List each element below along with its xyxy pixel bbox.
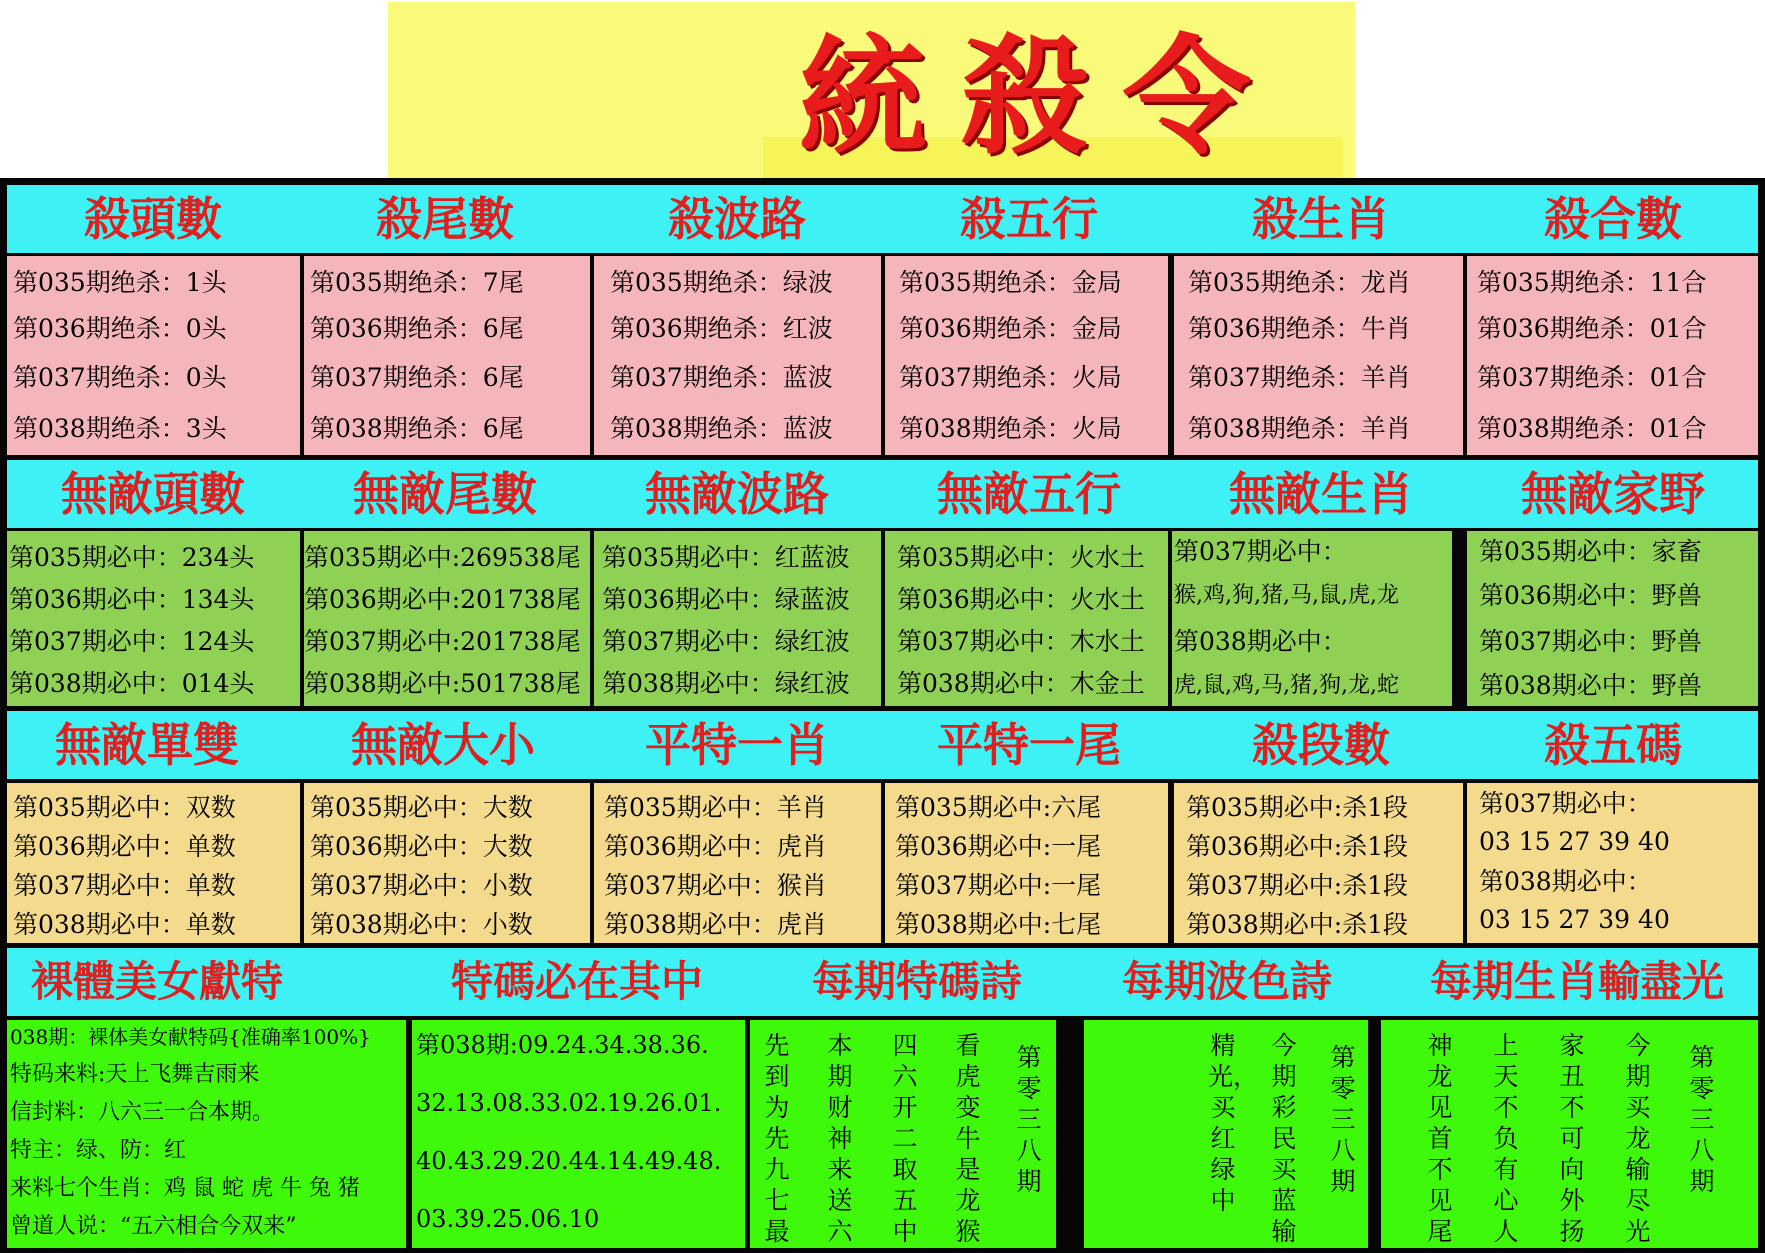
sure-element-panel bbox=[885, 531, 1168, 706]
list-item: 第037期绝杀：01合 bbox=[1477, 363, 1707, 392]
list-item: 第038期必中：单数 bbox=[13, 910, 236, 939]
list-item: 虎,鼠,鸡,马,猪,狗,龙,蛇 bbox=[1174, 673, 1399, 698]
list-item: 32.13.08.33.02.19.26.01. bbox=[416, 1089, 722, 1117]
list-item: 第036期必中：绿蓝波 bbox=[602, 585, 850, 614]
list-item: 第036期必中：134头 bbox=[9, 585, 255, 614]
beauty-panel bbox=[7, 1020, 406, 1248]
poem-column: 今期买龙输尽光 bbox=[1625, 1031, 1651, 1246]
list-item: 第038期绝杀：羊肖 bbox=[1188, 414, 1411, 443]
header-code-among: 特碼必在其中 bbox=[450, 957, 703, 1006]
list-item: 03 15 27 39 40 bbox=[1479, 827, 1670, 856]
list-item: 第035期必中：大数 bbox=[310, 793, 533, 822]
list-item: 第035期必中：羊肖 bbox=[604, 793, 827, 822]
header-sure-odd-even: 無敵單雙 bbox=[55, 718, 239, 772]
list-item: 第035期必中:杀1段 bbox=[1186, 793, 1409, 822]
poem-column: 看虎变牛是龙猴 bbox=[955, 1031, 981, 1246]
list-item: 第035期绝杀：龙肖 bbox=[1188, 268, 1411, 297]
kill-segment-panel bbox=[1174, 783, 1463, 943]
list-item: 第035期绝杀：11合 bbox=[1477, 268, 1707, 297]
list-item: 第038期绝杀：火局 bbox=[899, 414, 1122, 443]
poem-column: 精光，买红绿中 bbox=[1208, 1031, 1259, 1215]
title-banner bbox=[388, 2, 1355, 178]
list-item: 第036期必中：大数 bbox=[310, 832, 533, 861]
list-item: 第037期必中： bbox=[1479, 789, 1652, 818]
kill-tail-panel bbox=[304, 256, 590, 455]
list-item: 03 15 27 39 40 bbox=[1479, 905, 1670, 934]
row3-header bbox=[7, 711, 1758, 779]
header-flat-tail: 平特一尾 bbox=[937, 718, 1121, 772]
wave-poem-panel bbox=[1084, 1020, 1368, 1248]
poem-column: 上天不负有心人 bbox=[1493, 1031, 1519, 1246]
list-item: 第038期必中： bbox=[1479, 867, 1652, 896]
header-code-poem: 每期特碼詩 bbox=[811, 957, 1022, 1006]
list-item: 第038期必中：014头 bbox=[9, 669, 255, 698]
header-kill-zodiac: 殺生肖 bbox=[1252, 192, 1390, 246]
list-item: 第037期绝杀：6尾 bbox=[310, 363, 524, 392]
header-kill-head: 殺頭數 bbox=[84, 192, 222, 246]
header-sure-element: 無敵五行 bbox=[937, 467, 1121, 521]
sure-wave-panel bbox=[594, 531, 881, 706]
list-item: 第037期必中：单数 bbox=[13, 871, 236, 900]
list-item: 第035期绝杀：绿波 bbox=[610, 268, 833, 297]
row1-header bbox=[7, 185, 1758, 253]
list-item: 第036期必中:一尾 bbox=[895, 832, 1102, 861]
header-sure-big-small: 無敵大小 bbox=[351, 718, 535, 772]
list-item: 第038期绝杀：01合 bbox=[1477, 414, 1707, 443]
code-poem-panel bbox=[750, 1020, 1056, 1248]
kill-head-panel bbox=[7, 256, 300, 455]
list-item: 第036期必中:201738尾 bbox=[304, 585, 581, 614]
sure-odd-even-panel bbox=[7, 783, 300, 943]
list-item: 第038期绝杀：蓝波 bbox=[610, 414, 833, 443]
sure-tail-panel bbox=[304, 531, 590, 706]
list-item: 第038期必中：虎肖 bbox=[604, 910, 827, 939]
list-item: 第037期绝杀：0头 bbox=[13, 363, 227, 392]
list-item: 第037期必中：木水土 bbox=[897, 627, 1145, 656]
list-item: 第037期必中:201738尾 bbox=[304, 627, 581, 656]
list-item: 第037期绝杀：蓝波 bbox=[610, 363, 833, 392]
list-item: 第038期必中：野兽 bbox=[1479, 671, 1702, 700]
kill-five-panel bbox=[1467, 783, 1758, 943]
list-item: 第036期必中：火水土 bbox=[897, 585, 1145, 614]
list-item: 第036期必中：单数 bbox=[13, 832, 236, 861]
header-kill-segment: 殺段數 bbox=[1252, 718, 1390, 772]
header-kill-wave: 殺波路 bbox=[668, 192, 806, 246]
header-kill-element: 殺五行 bbox=[960, 192, 1098, 246]
list-item: 第036期必中：野兽 bbox=[1479, 581, 1702, 610]
header-sure-head: 無敵頭數 bbox=[61, 467, 245, 521]
list-item: 第037期绝杀：火局 bbox=[899, 363, 1122, 392]
list-item: 特码来料:天上飞舞吉雨来 bbox=[10, 1062, 260, 1087]
code-list-panel bbox=[412, 1020, 745, 1248]
list-item: 第038期绝杀：6尾 bbox=[310, 414, 524, 443]
list-item: 来料七个生肖：鸡 鼠 蛇 虎 牛 兔 猪 bbox=[10, 1176, 360, 1201]
list-item: 第037期必中:一尾 bbox=[895, 871, 1102, 900]
poem-column: 第零三八期 bbox=[1689, 1043, 1715, 1196]
list-item: 第037期必中:杀1段 bbox=[1186, 871, 1409, 900]
list-item: 信封料：八六三一合本期。 bbox=[10, 1100, 275, 1125]
header-flat-zodiac: 平特一肖 bbox=[645, 718, 829, 772]
poem-column: 第零三八期 bbox=[1330, 1043, 1356, 1196]
list-item: 第038期必中:七尾 bbox=[895, 910, 1102, 939]
poem-column: 先到为先九七最 bbox=[764, 1031, 790, 1246]
list-item: 第038期必中：木金土 bbox=[897, 669, 1145, 698]
list-item: 第037期绝杀：羊肖 bbox=[1188, 363, 1411, 392]
list-item: 第038期绝杀：3头 bbox=[13, 414, 227, 443]
list-item: 猴,鸡,狗,猪,马,鼠,虎,龙 bbox=[1174, 583, 1399, 608]
page-title: 統殺令 bbox=[798, 22, 1285, 172]
poem-column: 神龙见首不见尾 bbox=[1427, 1031, 1453, 1246]
row4-header bbox=[7, 948, 1758, 1016]
sure-zodiac-panel bbox=[1172, 531, 1452, 706]
list-item: 第035期必中：234头 bbox=[9, 543, 255, 572]
list-item: 038期：裸体美女献特码{准确率100%} bbox=[10, 1025, 371, 1049]
list-item: 第038期必中：绿红波 bbox=[602, 669, 850, 698]
list-item: 第035期必中:269538尾 bbox=[304, 543, 581, 572]
list-item: 第036期绝杀：01合 bbox=[1477, 314, 1707, 343]
list-item: 第037期必中：野兽 bbox=[1479, 627, 1702, 656]
header-kill-sum: 殺合數 bbox=[1544, 192, 1682, 246]
list-item: 第035期绝杀：金局 bbox=[899, 268, 1122, 297]
list-item: 第035期必中：家畜 bbox=[1479, 537, 1702, 566]
list-item: 03.39.25.06.10 bbox=[416, 1205, 600, 1233]
content-frame bbox=[0, 178, 1765, 1253]
header-sure-tail: 無敵尾數 bbox=[353, 467, 537, 521]
list-item: 第037期必中：小数 bbox=[310, 871, 533, 900]
poem-column: 四六开二取五中 bbox=[892, 1031, 918, 1246]
list-item: 第037期必中：猴肖 bbox=[604, 871, 827, 900]
flat-zodiac-panel bbox=[594, 783, 881, 943]
list-item: 第038期必中:501738尾 bbox=[304, 669, 581, 698]
sure-big-small-panel bbox=[304, 783, 590, 943]
list-item: 第035期必中：火水土 bbox=[897, 543, 1145, 572]
list-item: 第038期:09.24.34.38.36. bbox=[416, 1031, 709, 1059]
header-sure-zodiac: 無敵生肖 bbox=[1229, 467, 1413, 521]
header-sure-domestic-wild: 無敵家野 bbox=[1521, 467, 1705, 521]
header-zodiac-poem: 每期生肖輸盡光 bbox=[1429, 957, 1724, 1006]
zodiac-poem-panel bbox=[1381, 1020, 1758, 1248]
list-item: 第036期绝杀：牛肖 bbox=[1188, 314, 1411, 343]
list-item: 曾道人说：“五六相合今双来” bbox=[10, 1214, 297, 1239]
list-item: 第035期必中：红蓝波 bbox=[602, 543, 850, 572]
list-item: 第035期绝杀：7尾 bbox=[310, 268, 524, 297]
list-item: 第036期必中：虎肖 bbox=[604, 832, 827, 861]
list-item: 特主：绿、防：红 bbox=[10, 1138, 187, 1163]
list-item: 第035期绝杀：1头 bbox=[13, 268, 227, 297]
list-item: 第038期必中:杀1段 bbox=[1186, 910, 1409, 939]
kill-zodiac-panel bbox=[1174, 256, 1463, 455]
kill-element-panel bbox=[885, 256, 1168, 455]
list-item: 第036期绝杀：6尾 bbox=[310, 314, 524, 343]
kill-wave-panel bbox=[594, 256, 881, 455]
poem-column: 本期财神来送六 bbox=[827, 1031, 853, 1246]
list-item: 40.43.29.20.44.14.49.48. bbox=[416, 1147, 722, 1175]
kill-sum-panel bbox=[1467, 256, 1758, 455]
list-item: 第036期必中:杀1段 bbox=[1186, 832, 1409, 861]
list-item: 第035期必中:六尾 bbox=[895, 793, 1102, 822]
row2-header bbox=[7, 460, 1758, 528]
list-item: 第038期必中： bbox=[1174, 627, 1347, 656]
header-wave-poem: 每期波色詩 bbox=[1121, 957, 1332, 1006]
sure-head-panel bbox=[7, 531, 300, 706]
poem-column: 第零三八期 bbox=[1016, 1043, 1042, 1196]
list-item: 第037期必中：124头 bbox=[9, 627, 255, 656]
list-item: 第036期绝杀：红波 bbox=[610, 314, 833, 343]
list-item: 第036期绝杀：金局 bbox=[899, 314, 1122, 343]
list-item: 第035期必中：双数 bbox=[13, 793, 236, 822]
header-kill-tail: 殺尾數 bbox=[376, 192, 514, 246]
header-beauty: 裸體美女獻特 bbox=[30, 957, 283, 1006]
flat-tail-panel bbox=[885, 783, 1168, 943]
list-item: 第037期必中：绿红波 bbox=[602, 627, 850, 656]
header-sure-wave: 無敵波路 bbox=[645, 467, 829, 521]
header-kill-five: 殺五碼 bbox=[1544, 718, 1682, 772]
poem-column: 今期彩民买蓝输 bbox=[1271, 1031, 1297, 1246]
sure-domestic-wild-panel bbox=[1467, 531, 1758, 706]
list-item: 第037期必中： bbox=[1174, 537, 1347, 566]
poem-column: 家丑不可向外扬 bbox=[1559, 1031, 1585, 1246]
list-item: 第038期必中：小数 bbox=[310, 910, 533, 939]
list-item: 第036期绝杀：0头 bbox=[13, 314, 227, 343]
